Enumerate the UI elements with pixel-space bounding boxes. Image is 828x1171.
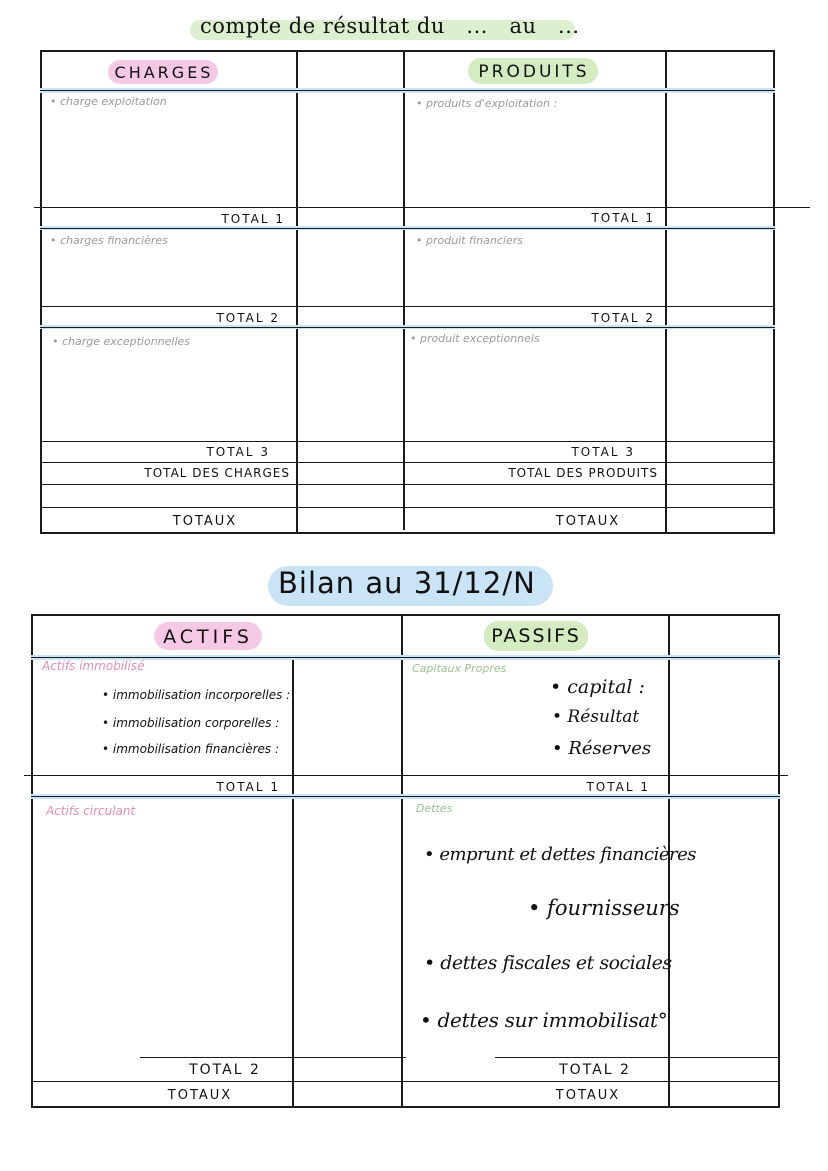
total-des-charges: TOTAL DES CHARGES <box>144 466 290 480</box>
charges-totaux: TOTAUX <box>172 514 238 529</box>
actifs-header: ACTIFS <box>163 626 253 648</box>
box2-total2-top-left <box>140 1057 406 1058</box>
box2-total1-top <box>24 775 788 776</box>
charges-financieres-label: • charges financières <box>50 234 168 247</box>
passifs-total2: TOTAL 2 <box>559 1062 631 1078</box>
row-blank-bottom <box>40 507 775 508</box>
box2-col1 <box>292 657 294 1108</box>
fournisseurs-item: • fournisseurs <box>528 896 680 920</box>
produits-header: PRODUITS <box>478 62 590 82</box>
passifs-totaux: TOTAUX <box>555 1088 621 1103</box>
box2-totaux-top <box>31 1081 780 1082</box>
box1-col3 <box>665 52 667 532</box>
box1-bottom <box>40 532 775 534</box>
charges-header: CHARGES <box>114 63 214 82</box>
produits-total1: TOTAL 1 <box>591 211 655 225</box>
emprunt-item: • emprunt et dettes financières <box>424 844 697 865</box>
income-statement-title: compte de résultat du ... au ... <box>200 14 580 38</box>
reserves-item: • Réserves <box>552 738 652 759</box>
row-total2-bottom <box>40 327 775 328</box>
header-line <box>40 90 775 91</box>
actifs-totaux: TOTAUX <box>167 1088 233 1103</box>
dettes-label: Dettes <box>416 802 453 815</box>
box2-col2 <box>401 616 403 1106</box>
charges-total1: TOTAL 1 <box>221 212 285 226</box>
passifs-header: PASSIFS <box>491 625 581 647</box>
charges-total3: TOTAL 3 <box>206 445 270 459</box>
row-total1-bottom <box>40 228 775 229</box>
immobilisation-incorporelles: • immobilisation incorporelles : <box>102 688 291 702</box>
box2-bottom <box>31 1106 780 1108</box>
actifs-total2: TOTAL 2 <box>189 1062 261 1078</box>
row-total3-bottom <box>40 462 775 463</box>
row-total3-top <box>40 441 775 442</box>
immobilisation-corporelles: • immobilisation corporelles : <box>102 716 280 730</box>
dettes-immobilisation-item: • dettes sur immobilisat° <box>420 1008 668 1032</box>
charges-exploitation-label: • charge exploitation <box>50 95 167 108</box>
dettes-fiscales-item: • dettes fiscales et sociales <box>424 952 672 974</box>
row-totalcharges-bottom <box>40 484 775 485</box>
box2-right <box>778 614 780 1108</box>
capitaux-propres-label: Capitaux Propres <box>412 662 507 675</box>
row-total2-top <box>40 306 775 307</box>
produits-totaux: TOTAUX <box>555 514 621 529</box>
immobilisation-financieres: • immobilisation financières : <box>102 742 280 756</box>
charges-exceptionnelles-label: • charge exceptionnelles <box>52 335 191 348</box>
produits-total3: TOTAL 3 <box>571 445 635 459</box>
produits-exceptionnels-label: • produit exceptionnels <box>410 332 540 345</box>
actif-immobilise-label: Actifs immobilisé <box>42 659 145 673</box>
produits-total2: TOTAL 2 <box>591 311 655 325</box>
actifs-total1: TOTAL 1 <box>216 780 280 794</box>
box1-col2 <box>403 52 405 530</box>
box2-left <box>31 614 33 1108</box>
actif-circulant-label: Actifs circulant <box>46 804 136 818</box>
passifs-total1: TOTAL 1 <box>586 780 650 794</box>
box2-total1-bottom <box>31 796 780 797</box>
box2-header-line <box>31 657 780 658</box>
resultat-item: • Résultat <box>552 707 640 727</box>
produits-financiers-label: • produit financiers <box>416 234 523 247</box>
charges-total2: TOTAL 2 <box>216 311 280 325</box>
box1-col1 <box>296 52 298 532</box>
produits-exploitation-label: • produits d'exploitation : <box>416 97 558 110</box>
row-total1-top <box>34 207 810 208</box>
capital-item: • capital : <box>550 676 645 698</box>
total-des-produits: TOTAL DES PRODUITS <box>508 466 658 480</box>
bilan-title: Bilan au 31/12/N <box>278 566 536 600</box>
box2-total2-top-right <box>495 1057 780 1058</box>
